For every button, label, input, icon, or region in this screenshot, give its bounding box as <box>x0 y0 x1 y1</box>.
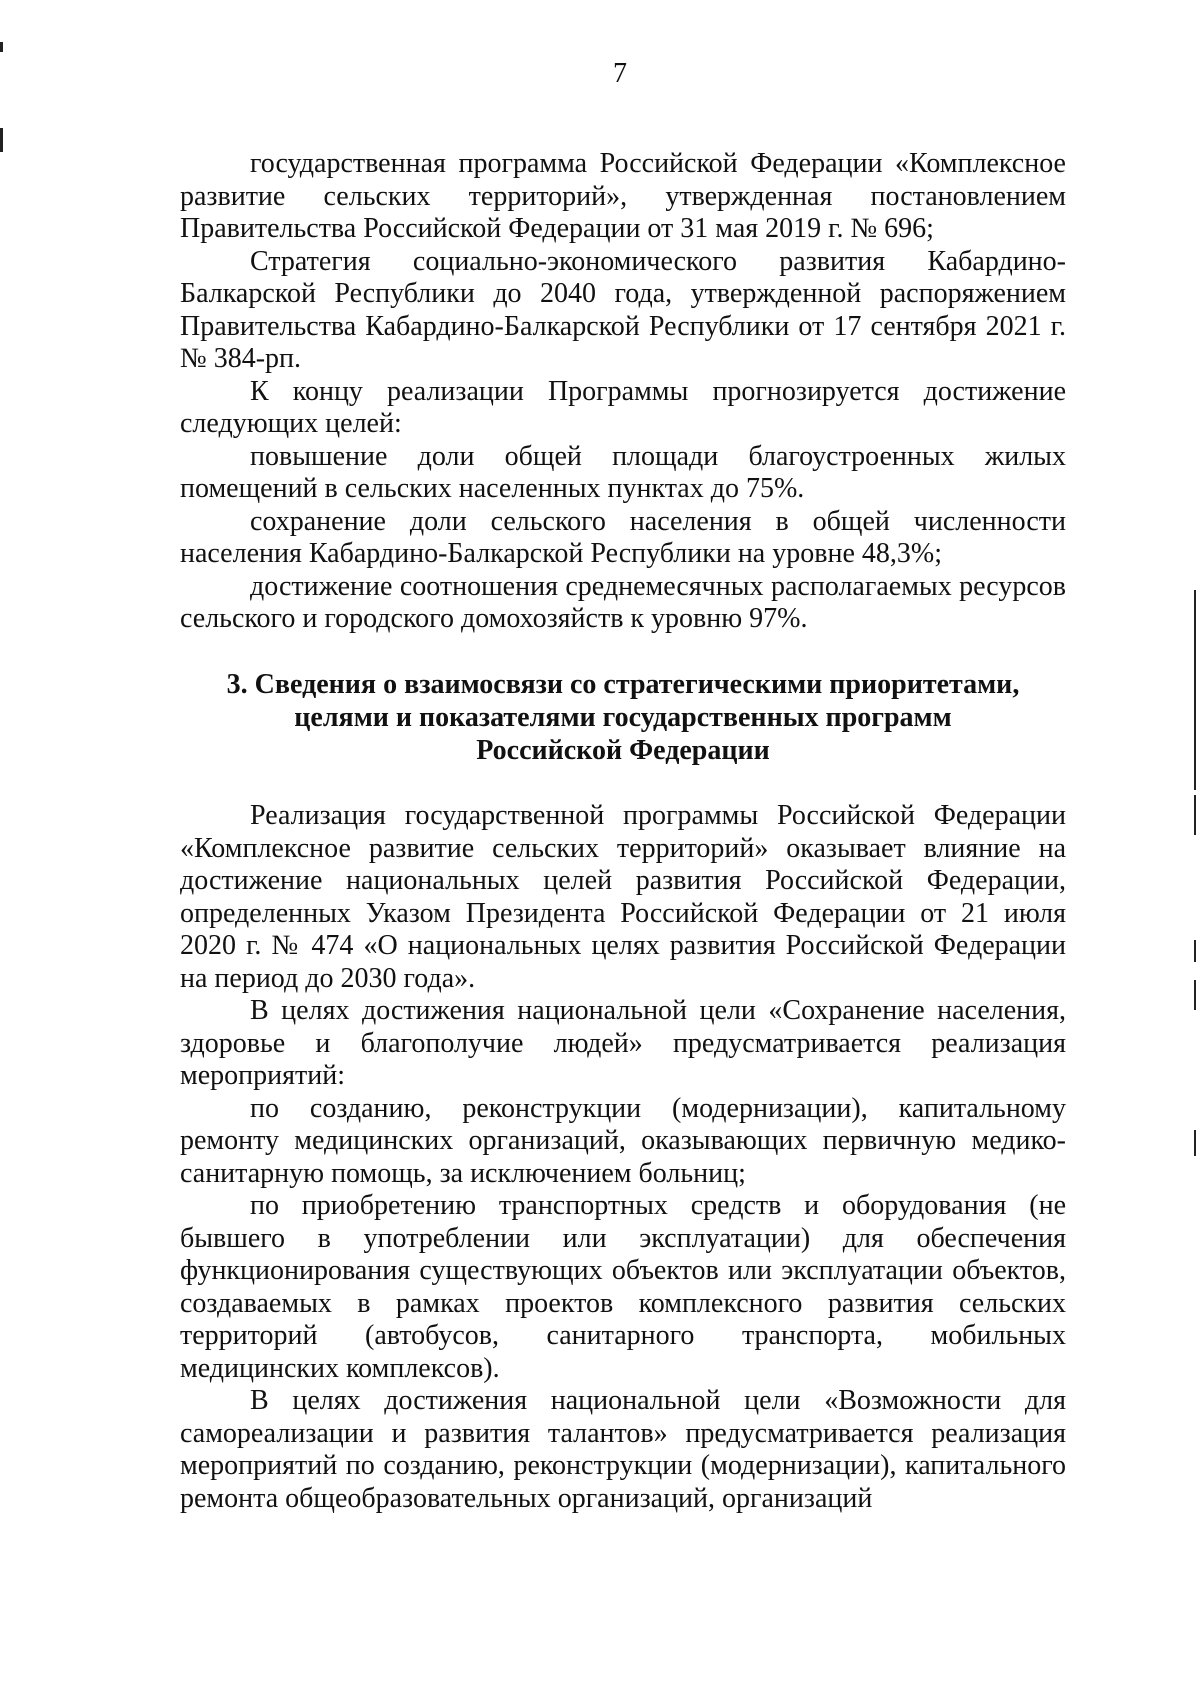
section-heading-line-3: Российской Федерации <box>476 735 770 766</box>
section-heading-line-2: целями и показателями государственных программ <box>294 702 952 733</box>
scan-artifact-left-mid <box>0 128 3 152</box>
paragraph-goal-population: сохранение доли сельского населения в общей численности населения Кабардино-Балкарской Республики на уровне 48,3%; <box>180 505 1066 569</box>
paragraph-talents-goal: В целях достижения национальной цели «Возможности для самореализации и развития талантов» предусматривается реализация мероприятий по созданию, реконструкции (модернизации), капитального ремонта общеобразовательных организаций, организаций <box>180 1385 1066 1514</box>
scan-artifact-right-5 <box>1194 1130 1196 1156</box>
scan-artifact-right-2 <box>1194 795 1196 835</box>
paragraph-population-goal: В целях достижения национальной цели «Сохранение населения, здоровье и благополучие людей» предусматривается реализация мероприятий: <box>180 995 1066 1091</box>
paragraph-medical-organizations: по созданию, реконструкции (модернизации), капитальному ремонту медицинских организаций, оказывающих первичную медико-санитарную помощь, за исключением больниц; <box>180 1092 1066 1189</box>
paragraph-goal-housing: повышение доли общей площади благоустроенных жилых помещений в сельских населенных пунктах до 75%. <box>180 440 1066 504</box>
paragraph-program-reference: государственная программа Российской Федерации «Комплексное развитие сельских территорий», утвержденная постановлением Правительства Российской Федерации от 31 мая 2019 г. № 696; <box>180 148 1066 244</box>
body-text-block-2 <box>180 800 1066 1515</box>
page-number: 7 <box>613 58 627 89</box>
section-3-heading <box>180 668 1066 767</box>
paragraph-goals-intro: К концу реализации Программы прогнозируется достижение следующих целей: <box>180 375 1066 439</box>
section-heading-line-1: 3. Сведения о взаимосвязи со стратегическими приоритетами, <box>226 669 1020 700</box>
scan-artifact-right-3 <box>1194 940 1196 962</box>
body-text-block-1 <box>180 148 1066 636</box>
scan-artifact-left-top <box>0 42 3 52</box>
paragraph-strategy-reference: Стратегия социально-экономического развития Кабардино-Балкарской Республики до 2040 года, утвержденной распоряжением Правительства Кабардино-Балкарской Республики от 17 сентября 2021 г. № 384-рп. <box>180 245 1066 374</box>
paragraph-goal-resources: достижение соотношения среднемесячных располагаемых ресурсов сельского и городского домохозяйств к уровню 97%. <box>180 570 1066 634</box>
paragraph-transport-equipment: по приобретению транспортных средств и оборудования (не бывшего в употреблении или эксплуатации) для обеспечения функционирования существующих объектов или эксплуатации объектов, создаваемых в рамках проектов комплексного развития сельских территорий (автобусов, санитарного транспорта, мобильных медицинских комплексов). <box>180 1190 1066 1384</box>
paragraph-national-goals: Реализация государственной программы Российской Федерации «Комплексное развитие сельских территорий» оказывает влияние на достижение национальных целей развития Российской Федерации, определенных Указом Президента Российской Федерации от 21 июля 2020 г. № 474 «О национальных целях развития Российской Федерации на период до 2030 года». <box>180 800 1066 994</box>
scan-artifact-right-4 <box>1194 980 1196 1010</box>
scan-artifact-right-1 <box>1194 590 1196 790</box>
